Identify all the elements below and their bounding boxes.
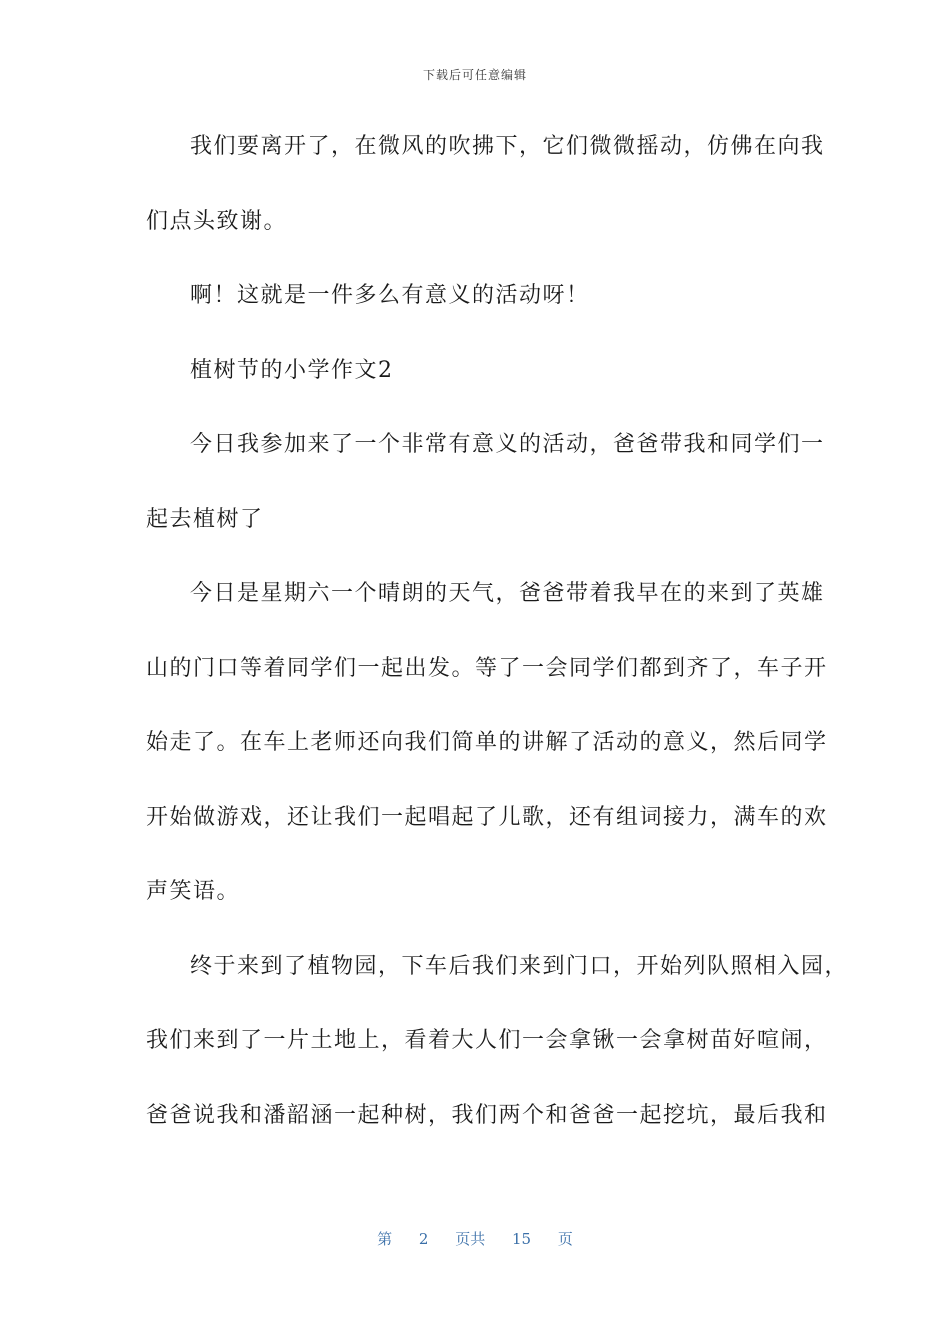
current-page-number: 2: [418, 1230, 429, 1248]
text-line: 我们来到了一片土地上，看着大人们一会拿锹一会拿树苗好喧闹，: [146, 1028, 828, 1053]
text-line: 起去植树了: [146, 506, 264, 532]
page-footer: [0, 1228, 950, 1249]
text-line: 终于来到了植物园，下车后我们来到门口，开始列队照相入园，: [190, 953, 849, 979]
footer-prefix: 第: [377, 1230, 393, 1248]
text-line: 今日我参加来了一个非常有意义的活动，爸爸带我和同学们一: [190, 432, 825, 457]
text-line: 今日是星期六一个晴朗的天气，爸爸带着我早在的来到了英雄: [190, 581, 825, 606]
text-line: 爸爸说我和潘韶涵一起种树，我们两个和爸爸一起挖坑，最后我和: [146, 1102, 828, 1128]
text-line: 啊！这就是一件多么有意义的活动呀！: [190, 283, 590, 308]
text-line: 始走了。在车上老师还向我们简单的讲解了活动的意义，然后同学: [146, 730, 828, 755]
total-pages-number: 15: [512, 1230, 532, 1248]
text-line: 声笑语。: [146, 879, 241, 904]
page-header: 下载后可任意编辑: [422, 68, 527, 82]
document-body: [146, 128, 849, 1171]
section-heading: 植树节的小学作文2: [190, 357, 394, 383]
footer-suffix: 页: [557, 1230, 573, 1248]
text-line: 山的门口等着同学们一起出发。等了一会同学们都到齐了，车子开: [146, 655, 828, 681]
text-line: 们点头致谢。: [146, 208, 288, 234]
footer-middle: 页共: [455, 1230, 486, 1248]
text-line: 开始做游戏，还让我们一起唱起了儿歌，还有组词接力，满车的欢: [146, 804, 828, 830]
text-line: 我们要离开了，在微风的吹拂下，它们微微摇动，仿佛在向我: [190, 134, 825, 159]
